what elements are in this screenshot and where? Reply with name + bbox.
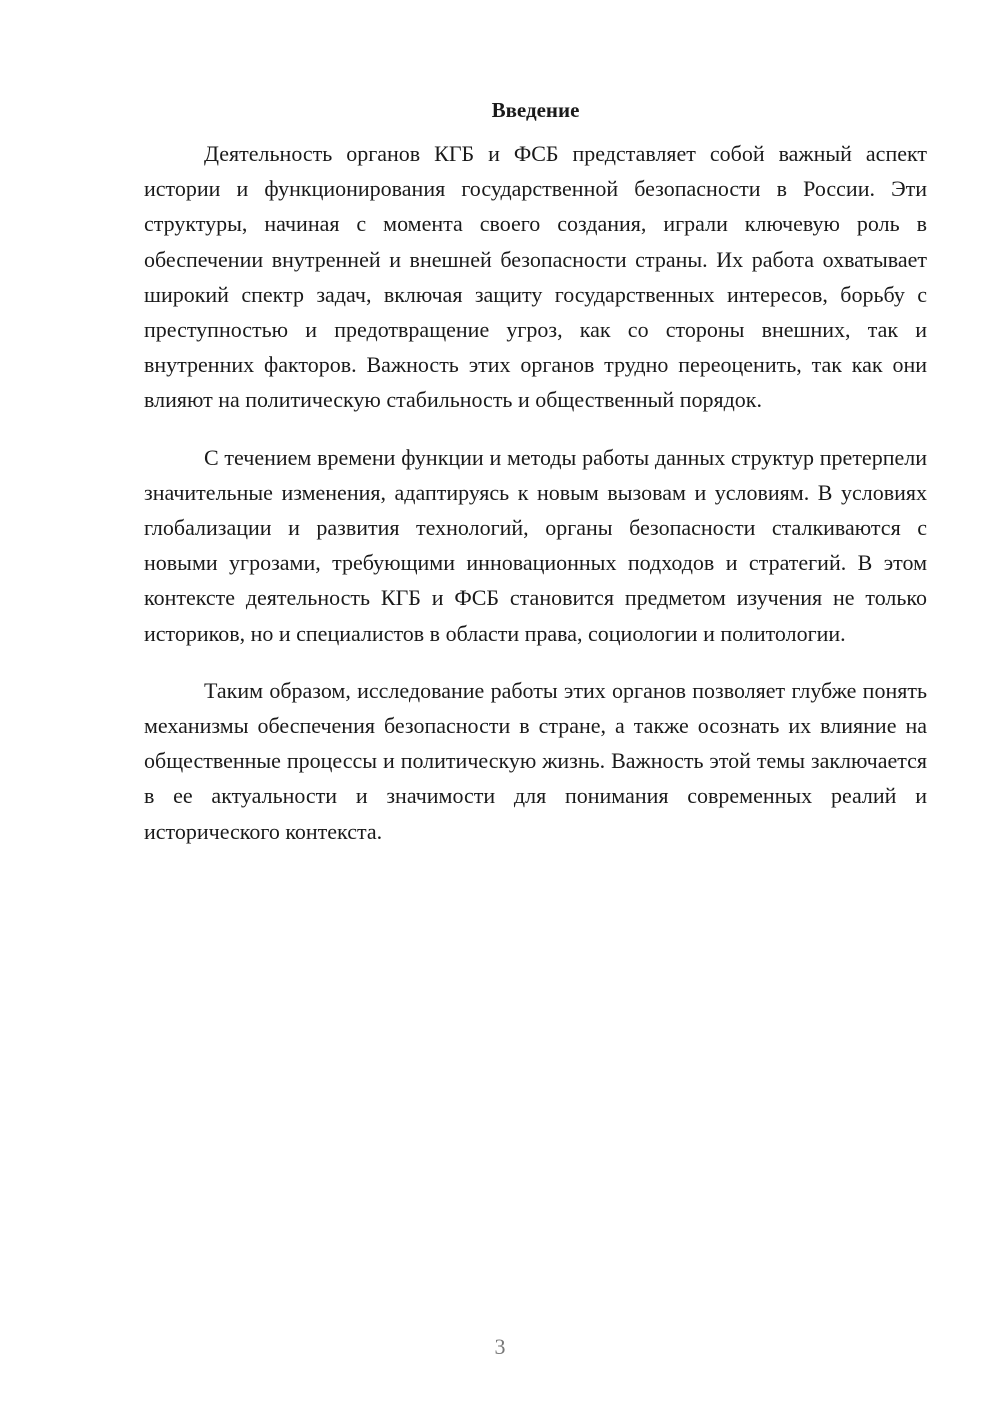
section-title: Введение — [491, 98, 580, 122]
paragraph-1: Деятельность органов КГБ и ФСБ представляет собой важный аспект истории и функционирования государственной безопасности в России. Эти структуры, начиная с момента своего создания, играли ключевую роль в обеспечении внутренней и внешней безопасности страны. Их работа охватывает широкий спектр задач, включая защиту государственных интересов, борьбу с преступностью и предотвращение угроз, как со стороны внешних, так и внутренних факторов. Важность этих органов трудно переоценить, так как они влияют на политическую стабильность и общественный порядок. — [144, 141, 927, 413]
paragraph-2: С течением времени функции и методы работы данных структур претерпели значительные изменения, адаптируясь к новым вызовам и условиям. В условиях глобализации и развития технологий, органы безопасности сталкиваются с новыми угрозами, требующими инновационных подходов и стратегий. В этом контексте деятельность КГБ и ФСБ становится предметом изучения не только историков, но и специалистов в области права, социологии и политологии. — [144, 444, 927, 646]
paragraph-3: Таким образом, исследование работы этих органов позволяет глубже понять механизмы обеспечения безопасности в стране, а также осознать их влияние на общественные процессы и политическую жизнь. Важность этой темы заключается в ее актуальности и значимости для понимания современных реалий и исторического контекста. — [144, 677, 927, 844]
page-content — [144, 96, 927, 871]
page-number: 3 — [494, 1334, 506, 1359]
